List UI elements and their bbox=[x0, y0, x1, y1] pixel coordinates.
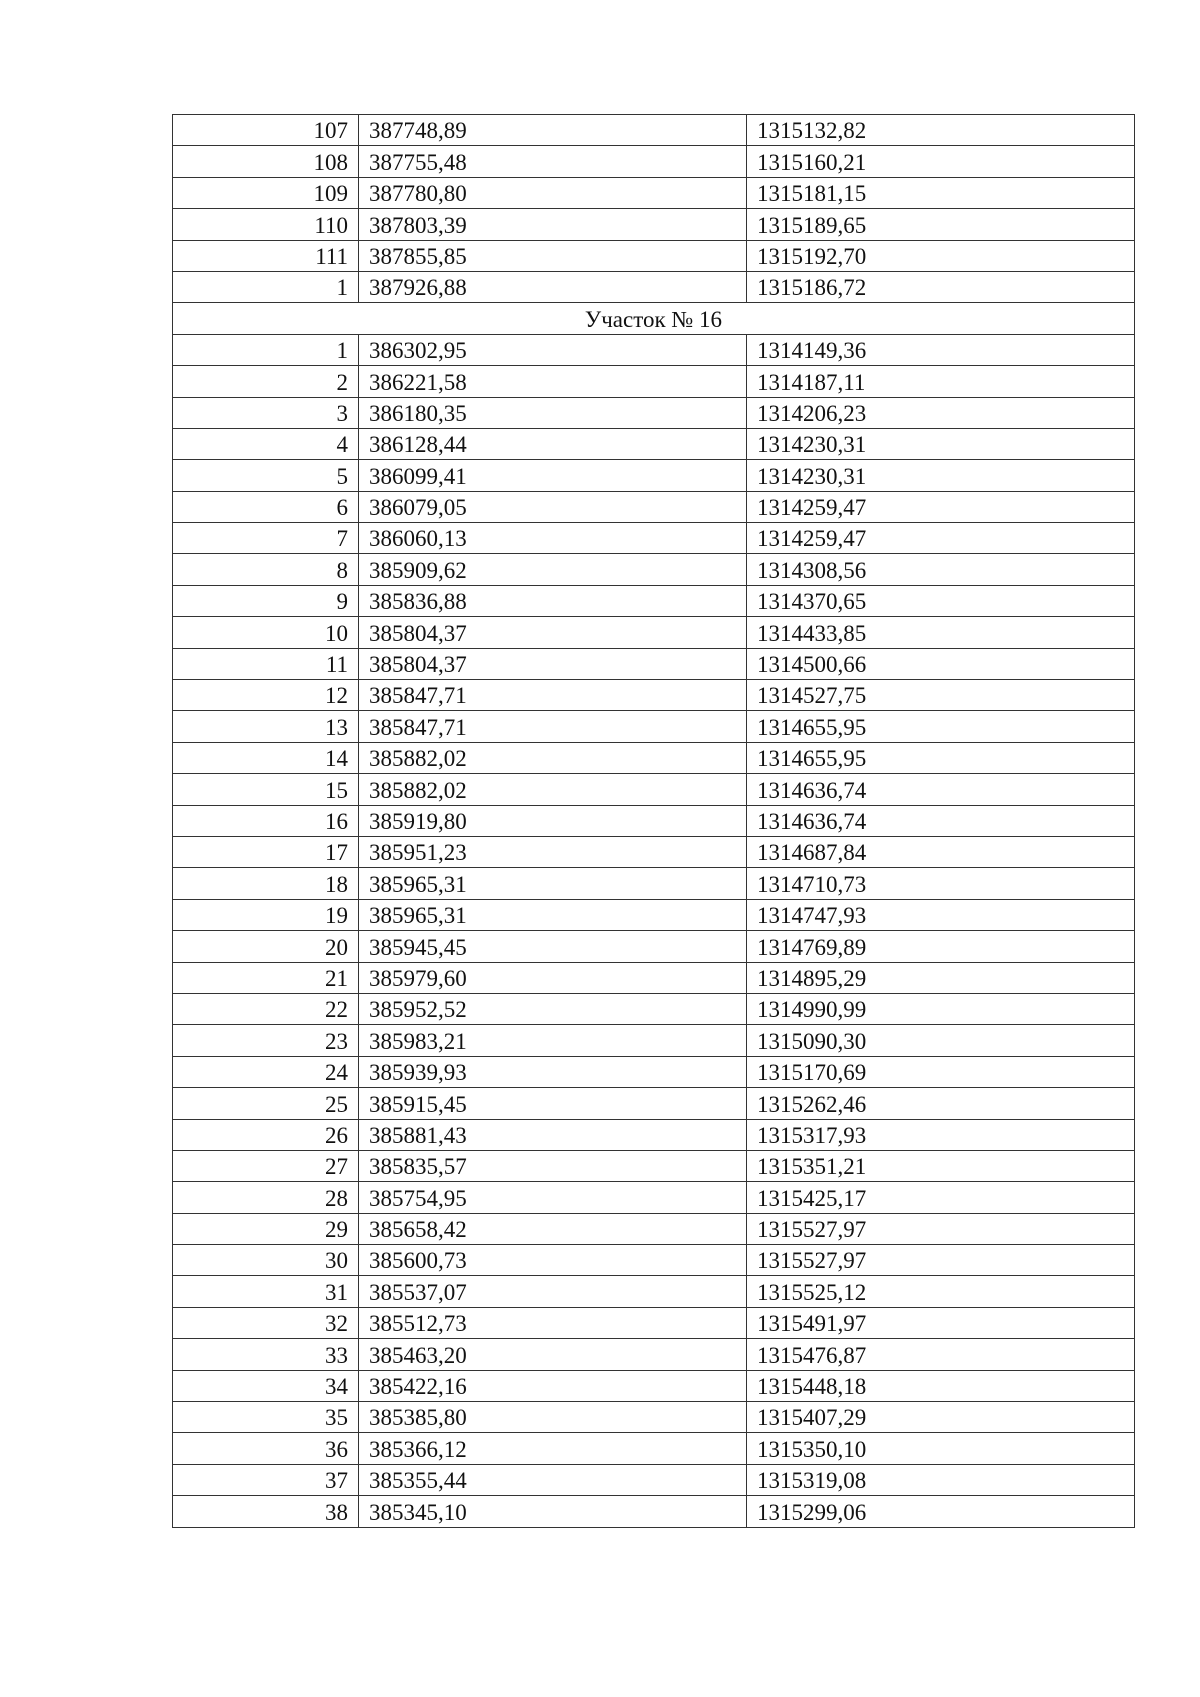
x-coordinate-cell: 385537,07 bbox=[359, 1276, 747, 1307]
y-coordinate-cell: 1315527,97 bbox=[747, 1245, 1135, 1276]
x-coordinate-cell: 385881,43 bbox=[359, 1119, 747, 1150]
y-coordinate-cell: 1315448,18 bbox=[747, 1370, 1135, 1401]
y-coordinate-cell: 1314895,29 bbox=[747, 962, 1135, 993]
point-number-cell: 35 bbox=[173, 1402, 359, 1433]
x-coordinate-cell: 385939,93 bbox=[359, 1056, 747, 1087]
table-row bbox=[173, 460, 1135, 491]
point-number-cell: 29 bbox=[173, 1213, 359, 1244]
x-coordinate-cell: 385915,45 bbox=[359, 1088, 747, 1119]
point-number-cell: 36 bbox=[173, 1433, 359, 1464]
y-coordinate-cell: 1314527,75 bbox=[747, 680, 1135, 711]
table-row bbox=[173, 962, 1135, 993]
table-row bbox=[173, 1276, 1135, 1307]
y-coordinate-cell: 1314206,23 bbox=[747, 397, 1135, 428]
x-coordinate-cell: 386221,58 bbox=[359, 366, 747, 397]
table-row bbox=[173, 491, 1135, 522]
table-row bbox=[173, 397, 1135, 428]
point-number-cell: 9 bbox=[173, 585, 359, 616]
table-row bbox=[173, 554, 1135, 585]
y-coordinate-cell: 1314370,65 bbox=[747, 585, 1135, 616]
x-coordinate-cell: 385951,23 bbox=[359, 836, 747, 867]
point-number-cell: 7 bbox=[173, 523, 359, 554]
table-row bbox=[173, 1433, 1135, 1464]
y-coordinate-cell: 1315160,21 bbox=[747, 146, 1135, 177]
point-number-cell: 107 bbox=[173, 115, 359, 146]
y-coordinate-cell: 1315132,82 bbox=[747, 115, 1135, 146]
x-coordinate-cell: 386079,05 bbox=[359, 491, 747, 522]
table-row bbox=[173, 805, 1135, 836]
section-header-row bbox=[173, 303, 1135, 334]
table-row bbox=[173, 1119, 1135, 1150]
x-coordinate-cell: 385463,20 bbox=[359, 1339, 747, 1370]
y-coordinate-cell: 1314636,74 bbox=[747, 805, 1135, 836]
point-number-cell: 16 bbox=[173, 805, 359, 836]
table-row bbox=[173, 931, 1135, 962]
y-coordinate-cell: 1315170,69 bbox=[747, 1056, 1135, 1087]
y-coordinate-cell: 1314990,99 bbox=[747, 993, 1135, 1024]
y-coordinate-cell: 1314230,31 bbox=[747, 460, 1135, 491]
x-coordinate-cell: 385804,37 bbox=[359, 648, 747, 679]
table-row bbox=[173, 742, 1135, 773]
x-coordinate-cell: 387926,88 bbox=[359, 271, 747, 302]
table-row bbox=[173, 1056, 1135, 1087]
point-number-cell: 27 bbox=[173, 1150, 359, 1181]
y-coordinate-cell: 1314710,73 bbox=[747, 868, 1135, 899]
y-coordinate-cell: 1315090,30 bbox=[747, 1025, 1135, 1056]
x-coordinate-cell: 385835,57 bbox=[359, 1150, 747, 1181]
y-coordinate-cell: 1315299,06 bbox=[747, 1496, 1135, 1527]
x-coordinate-cell: 386302,95 bbox=[359, 334, 747, 365]
table-row bbox=[173, 711, 1135, 742]
table-row bbox=[173, 1150, 1135, 1181]
y-coordinate-cell: 1314636,74 bbox=[747, 774, 1135, 805]
section-title: Участок № 16 bbox=[173, 303, 1135, 334]
point-number-cell: 21 bbox=[173, 962, 359, 993]
x-coordinate-cell: 387748,89 bbox=[359, 115, 747, 146]
table-row bbox=[173, 868, 1135, 899]
y-coordinate-cell: 1314230,31 bbox=[747, 428, 1135, 459]
point-number-cell: 34 bbox=[173, 1370, 359, 1401]
x-coordinate-cell: 385355,44 bbox=[359, 1464, 747, 1495]
y-coordinate-cell: 1315351,21 bbox=[747, 1150, 1135, 1181]
point-number-cell: 23 bbox=[173, 1025, 359, 1056]
x-coordinate-cell: 386099,41 bbox=[359, 460, 747, 491]
table-row bbox=[173, 1402, 1135, 1433]
point-number-cell: 22 bbox=[173, 993, 359, 1024]
table-row bbox=[173, 1213, 1135, 1244]
y-coordinate-cell: 1315527,97 bbox=[747, 1213, 1135, 1244]
x-coordinate-cell: 385952,52 bbox=[359, 993, 747, 1024]
x-coordinate-cell: 387780,80 bbox=[359, 177, 747, 208]
table-row bbox=[173, 1245, 1135, 1276]
point-number-cell: 17 bbox=[173, 836, 359, 867]
table-row bbox=[173, 1307, 1135, 1338]
y-coordinate-cell: 1315317,93 bbox=[747, 1119, 1135, 1150]
table-row bbox=[173, 523, 1135, 554]
y-coordinate-cell: 1314259,47 bbox=[747, 523, 1135, 554]
y-coordinate-cell: 1315525,12 bbox=[747, 1276, 1135, 1307]
table-row bbox=[173, 115, 1135, 146]
point-number-cell: 26 bbox=[173, 1119, 359, 1150]
y-coordinate-cell: 1315350,10 bbox=[747, 1433, 1135, 1464]
table-row bbox=[173, 774, 1135, 805]
table-row bbox=[173, 1339, 1135, 1370]
y-coordinate-cell: 1315319,08 bbox=[747, 1464, 1135, 1495]
x-coordinate-cell: 385804,37 bbox=[359, 617, 747, 648]
point-number-cell: 2 bbox=[173, 366, 359, 397]
x-coordinate-cell: 385882,02 bbox=[359, 742, 747, 773]
y-coordinate-cell: 1314433,85 bbox=[747, 617, 1135, 648]
y-coordinate-cell: 1314149,36 bbox=[747, 334, 1135, 365]
point-number-cell: 5 bbox=[173, 460, 359, 491]
point-number-cell: 31 bbox=[173, 1276, 359, 1307]
point-number-cell: 12 bbox=[173, 680, 359, 711]
x-coordinate-cell: 385422,16 bbox=[359, 1370, 747, 1401]
x-coordinate-cell: 385945,45 bbox=[359, 931, 747, 962]
table-row bbox=[173, 617, 1135, 648]
y-coordinate-cell: 1315476,87 bbox=[747, 1339, 1135, 1370]
x-coordinate-cell: 385754,95 bbox=[359, 1182, 747, 1213]
y-coordinate-cell: 1314687,84 bbox=[747, 836, 1135, 867]
y-coordinate-cell: 1314769,89 bbox=[747, 931, 1135, 962]
table-row bbox=[173, 146, 1135, 177]
x-coordinate-cell: 385847,71 bbox=[359, 711, 747, 742]
table-row bbox=[173, 1088, 1135, 1119]
x-coordinate-cell: 385345,10 bbox=[359, 1496, 747, 1527]
y-coordinate-cell: 1314747,93 bbox=[747, 899, 1135, 930]
point-number-cell: 3 bbox=[173, 397, 359, 428]
coordinates-table-body bbox=[173, 115, 1135, 1528]
x-coordinate-cell: 387803,39 bbox=[359, 209, 747, 240]
table-row bbox=[173, 240, 1135, 271]
point-number-cell: 24 bbox=[173, 1056, 359, 1087]
point-number-cell: 15 bbox=[173, 774, 359, 805]
y-coordinate-cell: 1315262,46 bbox=[747, 1088, 1135, 1119]
x-coordinate-cell: 386060,13 bbox=[359, 523, 747, 554]
y-coordinate-cell: 1314308,56 bbox=[747, 554, 1135, 585]
y-coordinate-cell: 1314655,95 bbox=[747, 711, 1135, 742]
x-coordinate-cell: 386180,35 bbox=[359, 397, 747, 428]
point-number-cell: 1 bbox=[173, 334, 359, 365]
point-number-cell: 32 bbox=[173, 1307, 359, 1338]
x-coordinate-cell: 385965,31 bbox=[359, 899, 747, 930]
point-number-cell: 38 bbox=[173, 1496, 359, 1527]
x-coordinate-cell: 387755,48 bbox=[359, 146, 747, 177]
x-coordinate-cell: 385600,73 bbox=[359, 1245, 747, 1276]
table-row bbox=[173, 428, 1135, 459]
x-coordinate-cell: 385909,62 bbox=[359, 554, 747, 585]
point-number-cell: 109 bbox=[173, 177, 359, 208]
point-number-cell: 110 bbox=[173, 209, 359, 240]
y-coordinate-cell: 1314500,66 bbox=[747, 648, 1135, 679]
y-coordinate-cell: 1315186,72 bbox=[747, 271, 1135, 302]
table-row bbox=[173, 648, 1135, 679]
point-number-cell: 19 bbox=[173, 899, 359, 930]
point-number-cell: 13 bbox=[173, 711, 359, 742]
table-row bbox=[173, 1464, 1135, 1495]
table-row bbox=[173, 680, 1135, 711]
y-coordinate-cell: 1314259,47 bbox=[747, 491, 1135, 522]
y-coordinate-cell: 1315181,15 bbox=[747, 177, 1135, 208]
table-row bbox=[173, 1025, 1135, 1056]
point-number-cell: 4 bbox=[173, 428, 359, 459]
point-number-cell: 111 bbox=[173, 240, 359, 271]
x-coordinate-cell: 385385,80 bbox=[359, 1402, 747, 1433]
point-number-cell: 10 bbox=[173, 617, 359, 648]
x-coordinate-cell: 385983,21 bbox=[359, 1025, 747, 1056]
table-row bbox=[173, 836, 1135, 867]
point-number-cell: 1 bbox=[173, 271, 359, 302]
x-coordinate-cell: 385658,42 bbox=[359, 1213, 747, 1244]
y-coordinate-cell: 1315189,65 bbox=[747, 209, 1135, 240]
point-number-cell: 108 bbox=[173, 146, 359, 177]
table-row bbox=[173, 366, 1135, 397]
point-number-cell: 30 bbox=[173, 1245, 359, 1276]
table-row bbox=[173, 334, 1135, 365]
point-number-cell: 37 bbox=[173, 1464, 359, 1495]
x-coordinate-cell: 385836,88 bbox=[359, 585, 747, 616]
x-coordinate-cell: 385847,71 bbox=[359, 680, 747, 711]
y-coordinate-cell: 1315407,29 bbox=[747, 1402, 1135, 1433]
point-number-cell: 11 bbox=[173, 648, 359, 679]
table-row bbox=[173, 271, 1135, 302]
table-row bbox=[173, 1496, 1135, 1527]
x-coordinate-cell: 385919,80 bbox=[359, 805, 747, 836]
y-coordinate-cell: 1314187,11 bbox=[747, 366, 1135, 397]
x-coordinate-cell: 387855,85 bbox=[359, 240, 747, 271]
table-row bbox=[173, 1370, 1135, 1401]
table-row bbox=[173, 209, 1135, 240]
table-row bbox=[173, 993, 1135, 1024]
point-number-cell: 18 bbox=[173, 868, 359, 899]
y-coordinate-cell: 1315192,70 bbox=[747, 240, 1135, 271]
y-coordinate-cell: 1314655,95 bbox=[747, 742, 1135, 773]
table-row bbox=[173, 585, 1135, 616]
point-number-cell: 25 bbox=[173, 1088, 359, 1119]
point-number-cell: 33 bbox=[173, 1339, 359, 1370]
table-row bbox=[173, 899, 1135, 930]
x-coordinate-cell: 385366,12 bbox=[359, 1433, 747, 1464]
coordinates-table bbox=[172, 114, 1135, 1528]
x-coordinate-cell: 385979,60 bbox=[359, 962, 747, 993]
point-number-cell: 28 bbox=[173, 1182, 359, 1213]
point-number-cell: 6 bbox=[173, 491, 359, 522]
x-coordinate-cell: 385882,02 bbox=[359, 774, 747, 805]
y-coordinate-cell: 1315425,17 bbox=[747, 1182, 1135, 1213]
point-number-cell: 14 bbox=[173, 742, 359, 773]
table-row bbox=[173, 177, 1135, 208]
point-number-cell: 8 bbox=[173, 554, 359, 585]
point-number-cell: 20 bbox=[173, 931, 359, 962]
x-coordinate-cell: 386128,44 bbox=[359, 428, 747, 459]
table-row bbox=[173, 1182, 1135, 1213]
y-coordinate-cell: 1315491,97 bbox=[747, 1307, 1135, 1338]
x-coordinate-cell: 385965,31 bbox=[359, 868, 747, 899]
x-coordinate-cell: 385512,73 bbox=[359, 1307, 747, 1338]
